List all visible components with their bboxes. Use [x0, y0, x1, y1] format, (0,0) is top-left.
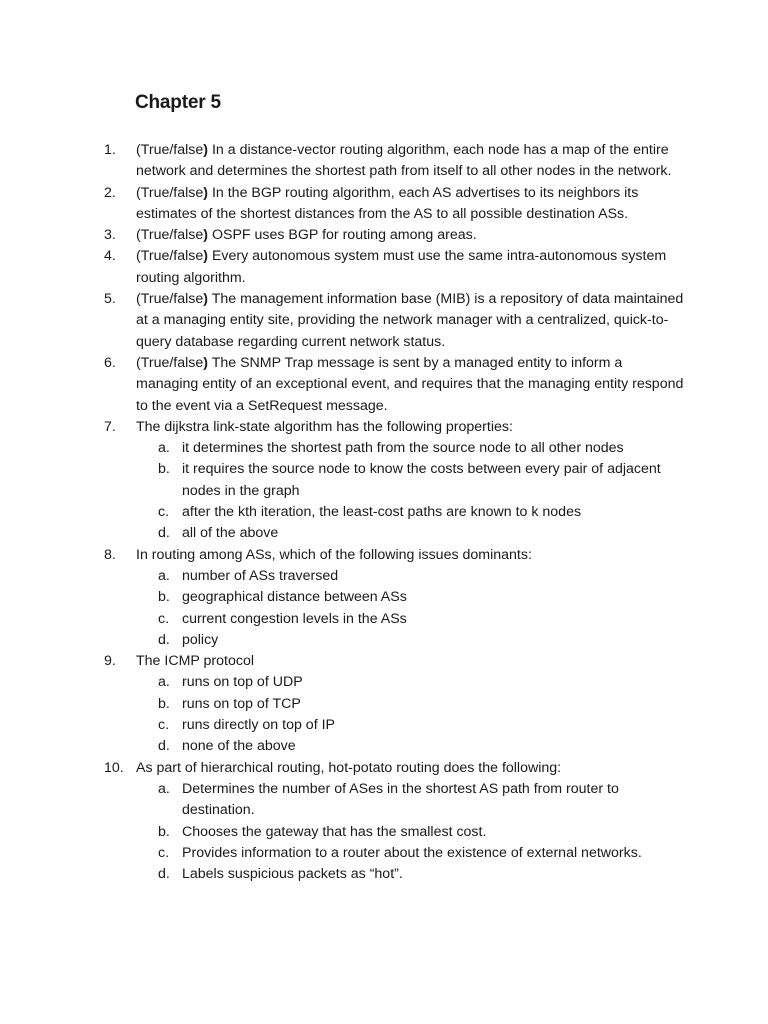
option-text: after the kth iteration, the least-cost paths are known to k nodes: [182, 504, 582, 521]
option-item: [158, 779, 684, 822]
option-item: [158, 502, 684, 523]
question-item: [104, 758, 684, 886]
option-text: Chooses the gateway that has the smallest cost.: [182, 823, 487, 840]
question-statement: The management information base (MIB) is a repository of data maintained at a managing entity site, providing the network manager with a centralized, quick-to-query database regarding current network status.: [136, 291, 684, 350]
option-text: Provides information to a router about the existence of external networks.: [182, 844, 642, 861]
question-item: [104, 246, 684, 289]
option-text: it determines the shortest path from the source node to all other nodes: [182, 440, 624, 457]
question-body: [136, 183, 684, 226]
question-number: 8.: [104, 546, 116, 563]
question-prefix: (True/false: [136, 291, 204, 308]
option-list: [136, 566, 684, 651]
option-list: [136, 438, 684, 544]
option-text: current congestion levels in the ASs: [182, 610, 407, 627]
question-number: 6.: [104, 354, 116, 371]
question-prefix: (True/false: [136, 248, 204, 265]
option-letter: c.: [158, 844, 170, 861]
option-list: [136, 779, 684, 885]
option-item: [158, 438, 684, 459]
option-letter: c.: [158, 610, 170, 627]
question-list: [104, 140, 684, 885]
option-text: Determines the number of ASes in the shortest AS path from router to destination.: [182, 780, 619, 819]
question-prefix: (True/false: [136, 227, 204, 244]
question-text: [136, 545, 684, 566]
question-statement: In the BGP routing algorithm, each AS advertises to its neighbors its estimates of the shortest distances from the AS to all possible destination ASs.: [136, 184, 639, 222]
question-number: 10.: [104, 759, 124, 776]
question-body: [136, 140, 684, 183]
option-letter: a.: [158, 567, 170, 584]
option-text: none of the above: [182, 738, 296, 755]
question-item: [104, 545, 684, 651]
option-letter: b.: [158, 695, 170, 712]
option-item: [158, 694, 684, 715]
option-letter: d.: [158, 738, 170, 755]
option-letter: a.: [158, 780, 170, 797]
question-statement: The ICMP protocol: [136, 653, 255, 670]
question-text: (True/false) In the BGP routing algorithm, each AS advertises to its neighbors its estimates of the shortest distances from the AS to all possible destination ASs.: [136, 184, 639, 222]
option-item: [158, 822, 684, 843]
option-letter: d.: [158, 525, 170, 542]
option-text: Labels suspicious packets as “hot”.: [182, 866, 403, 883]
question-body: [136, 545, 684, 651]
option-item: [158, 630, 684, 651]
option-letter: a.: [158, 440, 170, 457]
option-letter: d.: [158, 631, 170, 648]
question-prefix: (True/false: [136, 184, 204, 201]
option-item: [158, 715, 684, 736]
option-letter: c.: [158, 717, 170, 734]
question-item: [104, 140, 684, 183]
question-text: (True/false) The SNMP Trap message is sent by a managed entity to inform a managing entity of an exceptional event, and requires that the managing entity respond to the event via a SetRequest message.: [136, 354, 684, 414]
question-number: 7.: [104, 418, 116, 435]
option-list: [136, 672, 684, 757]
question-number: 3.: [104, 227, 116, 244]
question-item: [104, 353, 684, 417]
question-statement: The dijkstra link-state algorithm has the following properties:: [136, 418, 513, 435]
question-item: [104, 417, 684, 545]
option-text: all of the above: [182, 525, 279, 542]
option-text: policy: [182, 631, 219, 648]
option-item: [158, 566, 684, 587]
chapter-title: Chapter 5: [135, 92, 221, 113]
question-statement: As part of hierarchical routing, hot-potato routing does the following:: [136, 759, 562, 776]
option-letter: c.: [158, 504, 170, 521]
question-body: [136, 651, 684, 757]
question-body: [136, 246, 684, 289]
question-prefix: (True/false: [136, 354, 204, 371]
option-letter: b.: [158, 461, 170, 478]
question-text: (True/false) OSPF uses BGP for routing among areas.: [136, 227, 477, 244]
question-body: [136, 417, 684, 545]
option-letter: b.: [158, 823, 170, 840]
question-item: [104, 289, 684, 353]
question-statement: Every autonomous system must use the same intra-autonomous system routing algorithm.: [136, 248, 667, 286]
question-item: [104, 183, 684, 226]
option-item: [158, 459, 684, 502]
option-text: geographical distance between ASs: [182, 589, 407, 606]
question-prefix: (True/false: [136, 142, 204, 158]
question-body: [136, 225, 684, 246]
question-text: (True/false) Every autonomous system must use the same intra-autonomous system routing algorithm.: [136, 248, 667, 286]
option-item: [158, 672, 684, 693]
question-text: (True/false) The management information base (MIB) is a repository of data maintained at a managing entity site, providing the network manager with a centralized, quick-to-query database regarding current network status.: [136, 291, 684, 350]
option-item: [158, 587, 684, 608]
option-item: [158, 843, 684, 864]
option-letter: b.: [158, 589, 170, 606]
question-number: 5.: [104, 291, 116, 308]
option-letter: d.: [158, 866, 170, 883]
question-number: 4.: [104, 248, 116, 265]
question-body: [136, 758, 684, 886]
question-number: 2.: [104, 184, 116, 201]
option-text: number of ASs traversed: [182, 567, 339, 584]
option-letter: a.: [158, 674, 170, 691]
question-text: [136, 758, 684, 779]
question-body: [136, 289, 684, 353]
option-text: runs on top of TCP: [182, 695, 301, 712]
question-body: [136, 353, 684, 417]
option-text: it requires the source node to know the costs between every pair of adjacent nodes in the graph: [182, 461, 661, 499]
question-text: [136, 651, 684, 672]
option-text: runs directly on top of IP: [182, 717, 335, 734]
question-number: 9.: [104, 653, 116, 670]
question-number: 1.: [104, 142, 116, 158]
question-statement: In a distance-vector routing algorithm, each node has a map of the entire network and determines the shortest path from itself to all other nodes in the network.: [136, 142, 672, 180]
option-text: runs on top of UDP: [182, 674, 303, 691]
question-statement: In routing among ASs, which of the following issues dominants:: [136, 546, 532, 563]
option-item: [158, 523, 684, 544]
question-item: [104, 225, 684, 246]
option-item: [158, 609, 684, 630]
question-item: [104, 651, 684, 757]
question-statement: The SNMP Trap message is sent by a managed entity to inform a managing entity of an exceptional event, and requires that the managing entity respond to the event via a SetRequest message.: [136, 354, 684, 414]
option-item: [158, 864, 684, 885]
question-text: [136, 417, 684, 438]
option-item: [158, 736, 684, 757]
question-statement: OSPF uses BGP for routing among areas.: [208, 227, 477, 244]
question-text: (True/false) In a distance-vector routing algorithm, each node has a map of the entire network and determines the shortest path from itself to all other nodes in the network.: [136, 142, 672, 180]
